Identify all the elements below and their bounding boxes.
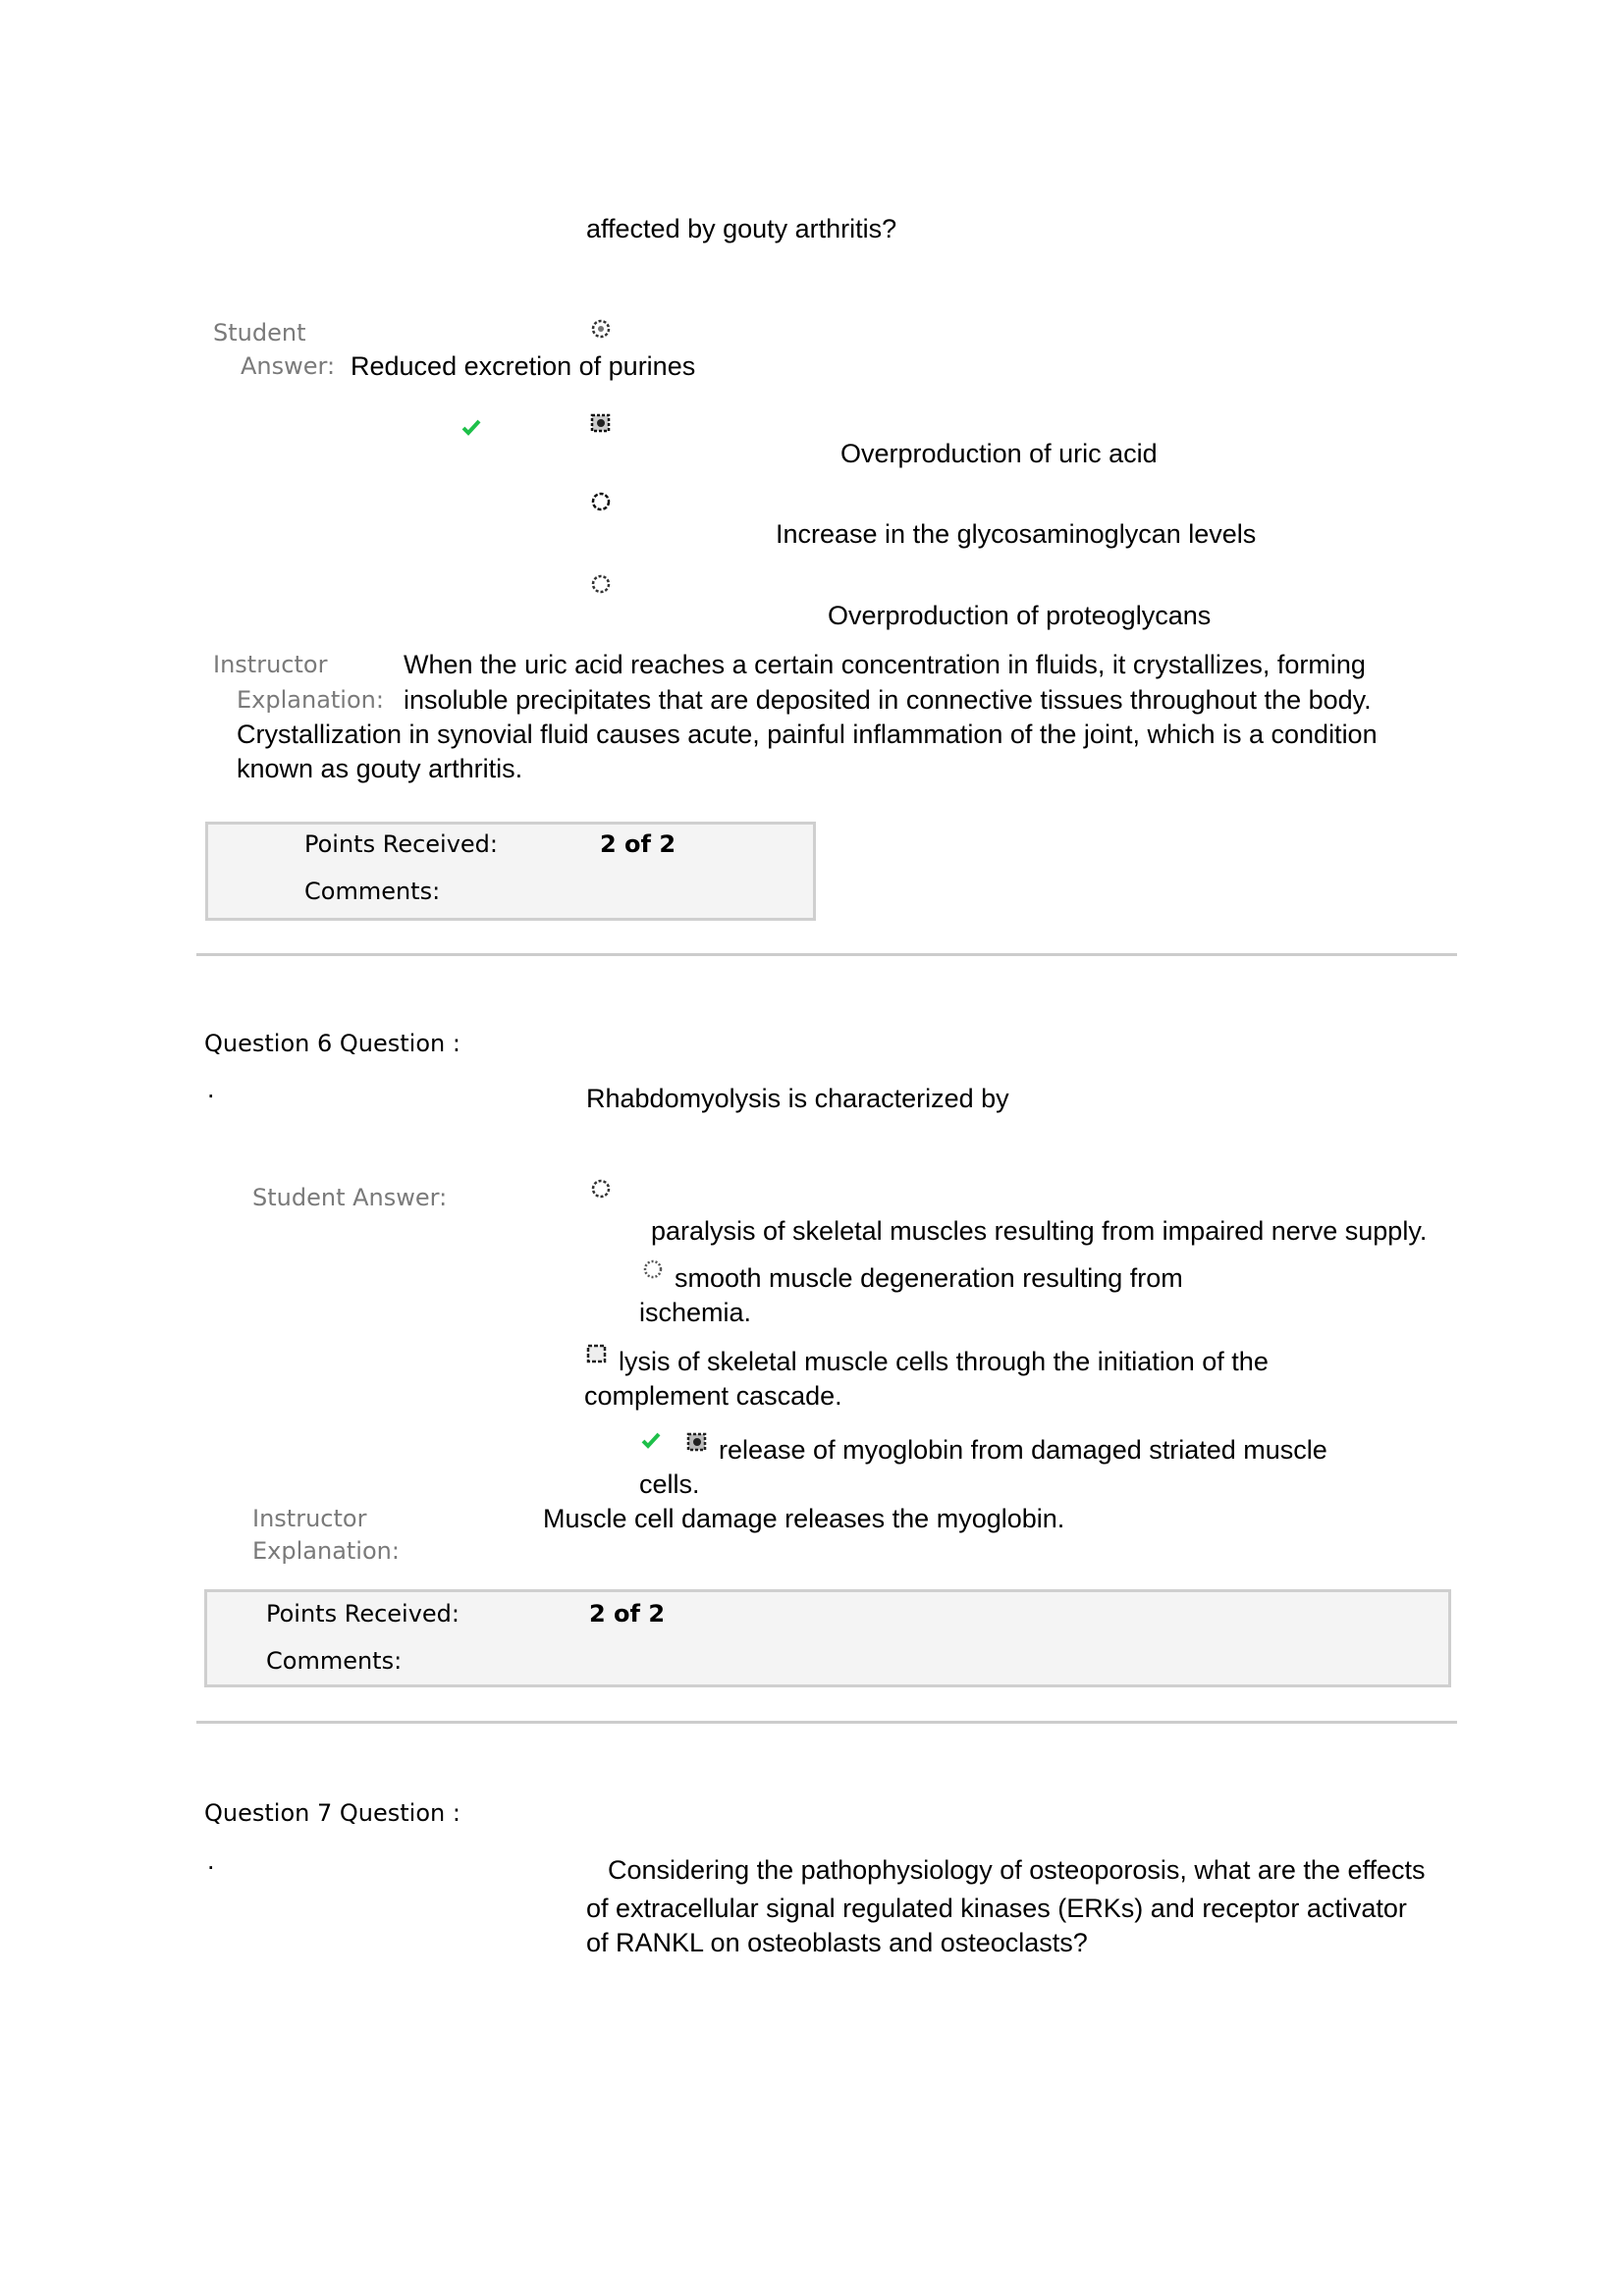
explanation-line: When the uric acid reaches a certain concentration in fluids, it crystallizes, forming — [404, 650, 1366, 679]
explanation-line: insoluble precipitates that are deposited in connective tissues throughout the body. — [404, 685, 1372, 715]
radio-icon[interactable] — [589, 412, 613, 434]
question-prompt-line: of RANKL on osteoblasts and osteoclasts? — [586, 1928, 1088, 1957]
explanation-text: Muscle cell damage releases the myoglobin. — [543, 1504, 1065, 1533]
option-text: ischemia. — [639, 1298, 752, 1327]
student-answer-label: Answer: — [241, 352, 336, 380]
correct-check-icon — [641, 1431, 661, 1449]
option-text: Overproduction of uric acid — [840, 439, 1158, 468]
points-received-value: 2 of 2 — [589, 1600, 666, 1628]
points-box — [205, 822, 816, 921]
comments-label: Comments: — [266, 1647, 403, 1675]
instructor-explanation-label: Instructor — [252, 1505, 367, 1532]
points-received-value: 2 of 2 — [600, 830, 676, 858]
option-text: smooth muscle degeneration resulting from — [675, 1263, 1183, 1293]
student-answer-label: Student Answer: — [252, 1184, 448, 1211]
question-title: Question 6 Question : — [204, 1030, 460, 1057]
option-text: Overproduction of proteoglycans — [828, 601, 1212, 630]
question-divider — [196, 953, 1457, 956]
student-answer-label: Student — [213, 319, 306, 347]
comments-label: Comments: — [304, 878, 441, 905]
question-prompt: Rhabdomyolysis is characterized by — [586, 1084, 1009, 1113]
instructor-explanation-label: Explanation: — [237, 686, 384, 714]
student-answer-text: Reduced excretion of purines — [351, 351, 696, 381]
radio-icon[interactable] — [589, 491, 613, 512]
radio-icon[interactable] — [589, 1178, 613, 1200]
points-received-label: Points Received: — [304, 830, 499, 858]
option-text: complement cascade. — [584, 1381, 842, 1411]
instructor-explanation-label: Explanation: — [252, 1537, 400, 1565]
question-title: Question 7 Question : — [204, 1799, 460, 1827]
option-text: Increase in the glycosaminoglycan levels — [776, 519, 1257, 549]
question-dot: . — [207, 1074, 215, 1103]
option-text: release of myoglobin from damaged striated muscle — [719, 1435, 1327, 1465]
correct-check-icon — [461, 418, 481, 436]
radio-selected-icon[interactable] — [685, 1431, 709, 1453]
question-prompt: affected by gouty arthritis? — [586, 214, 897, 243]
question-prompt-line: Considering the pathophysiology of osteoporosis, what are the effects — [608, 1855, 1426, 1885]
question-dot: . — [207, 1845, 215, 1875]
radio-icon[interactable] — [641, 1258, 665, 1280]
question-prompt-line: of extracellular signal regulated kinases (ERKs) and receptor activator — [586, 1894, 1407, 1923]
radio-icon[interactable] — [589, 573, 613, 595]
radio-icon[interactable] — [585, 1343, 609, 1364]
points-received-label: Points Received: — [266, 1600, 460, 1628]
instructor-explanation-label: Instructor — [213, 651, 328, 678]
question-divider — [196, 1721, 1457, 1724]
option-text: lysis of skeletal muscle cells through the initiation of the — [619, 1347, 1269, 1376]
option-text: paralysis of skeletal muscles resulting from impaired nerve supply. — [651, 1216, 1428, 1246]
explanation-line: Crystallization in synovial fluid causes acute, painful inflammation of the joint, which is a condition — [237, 720, 1378, 749]
radio-selected-icon[interactable] — [589, 318, 613, 340]
explanation-line: known as gouty arthritis. — [237, 754, 523, 783]
option-text: cells. — [639, 1469, 700, 1499]
